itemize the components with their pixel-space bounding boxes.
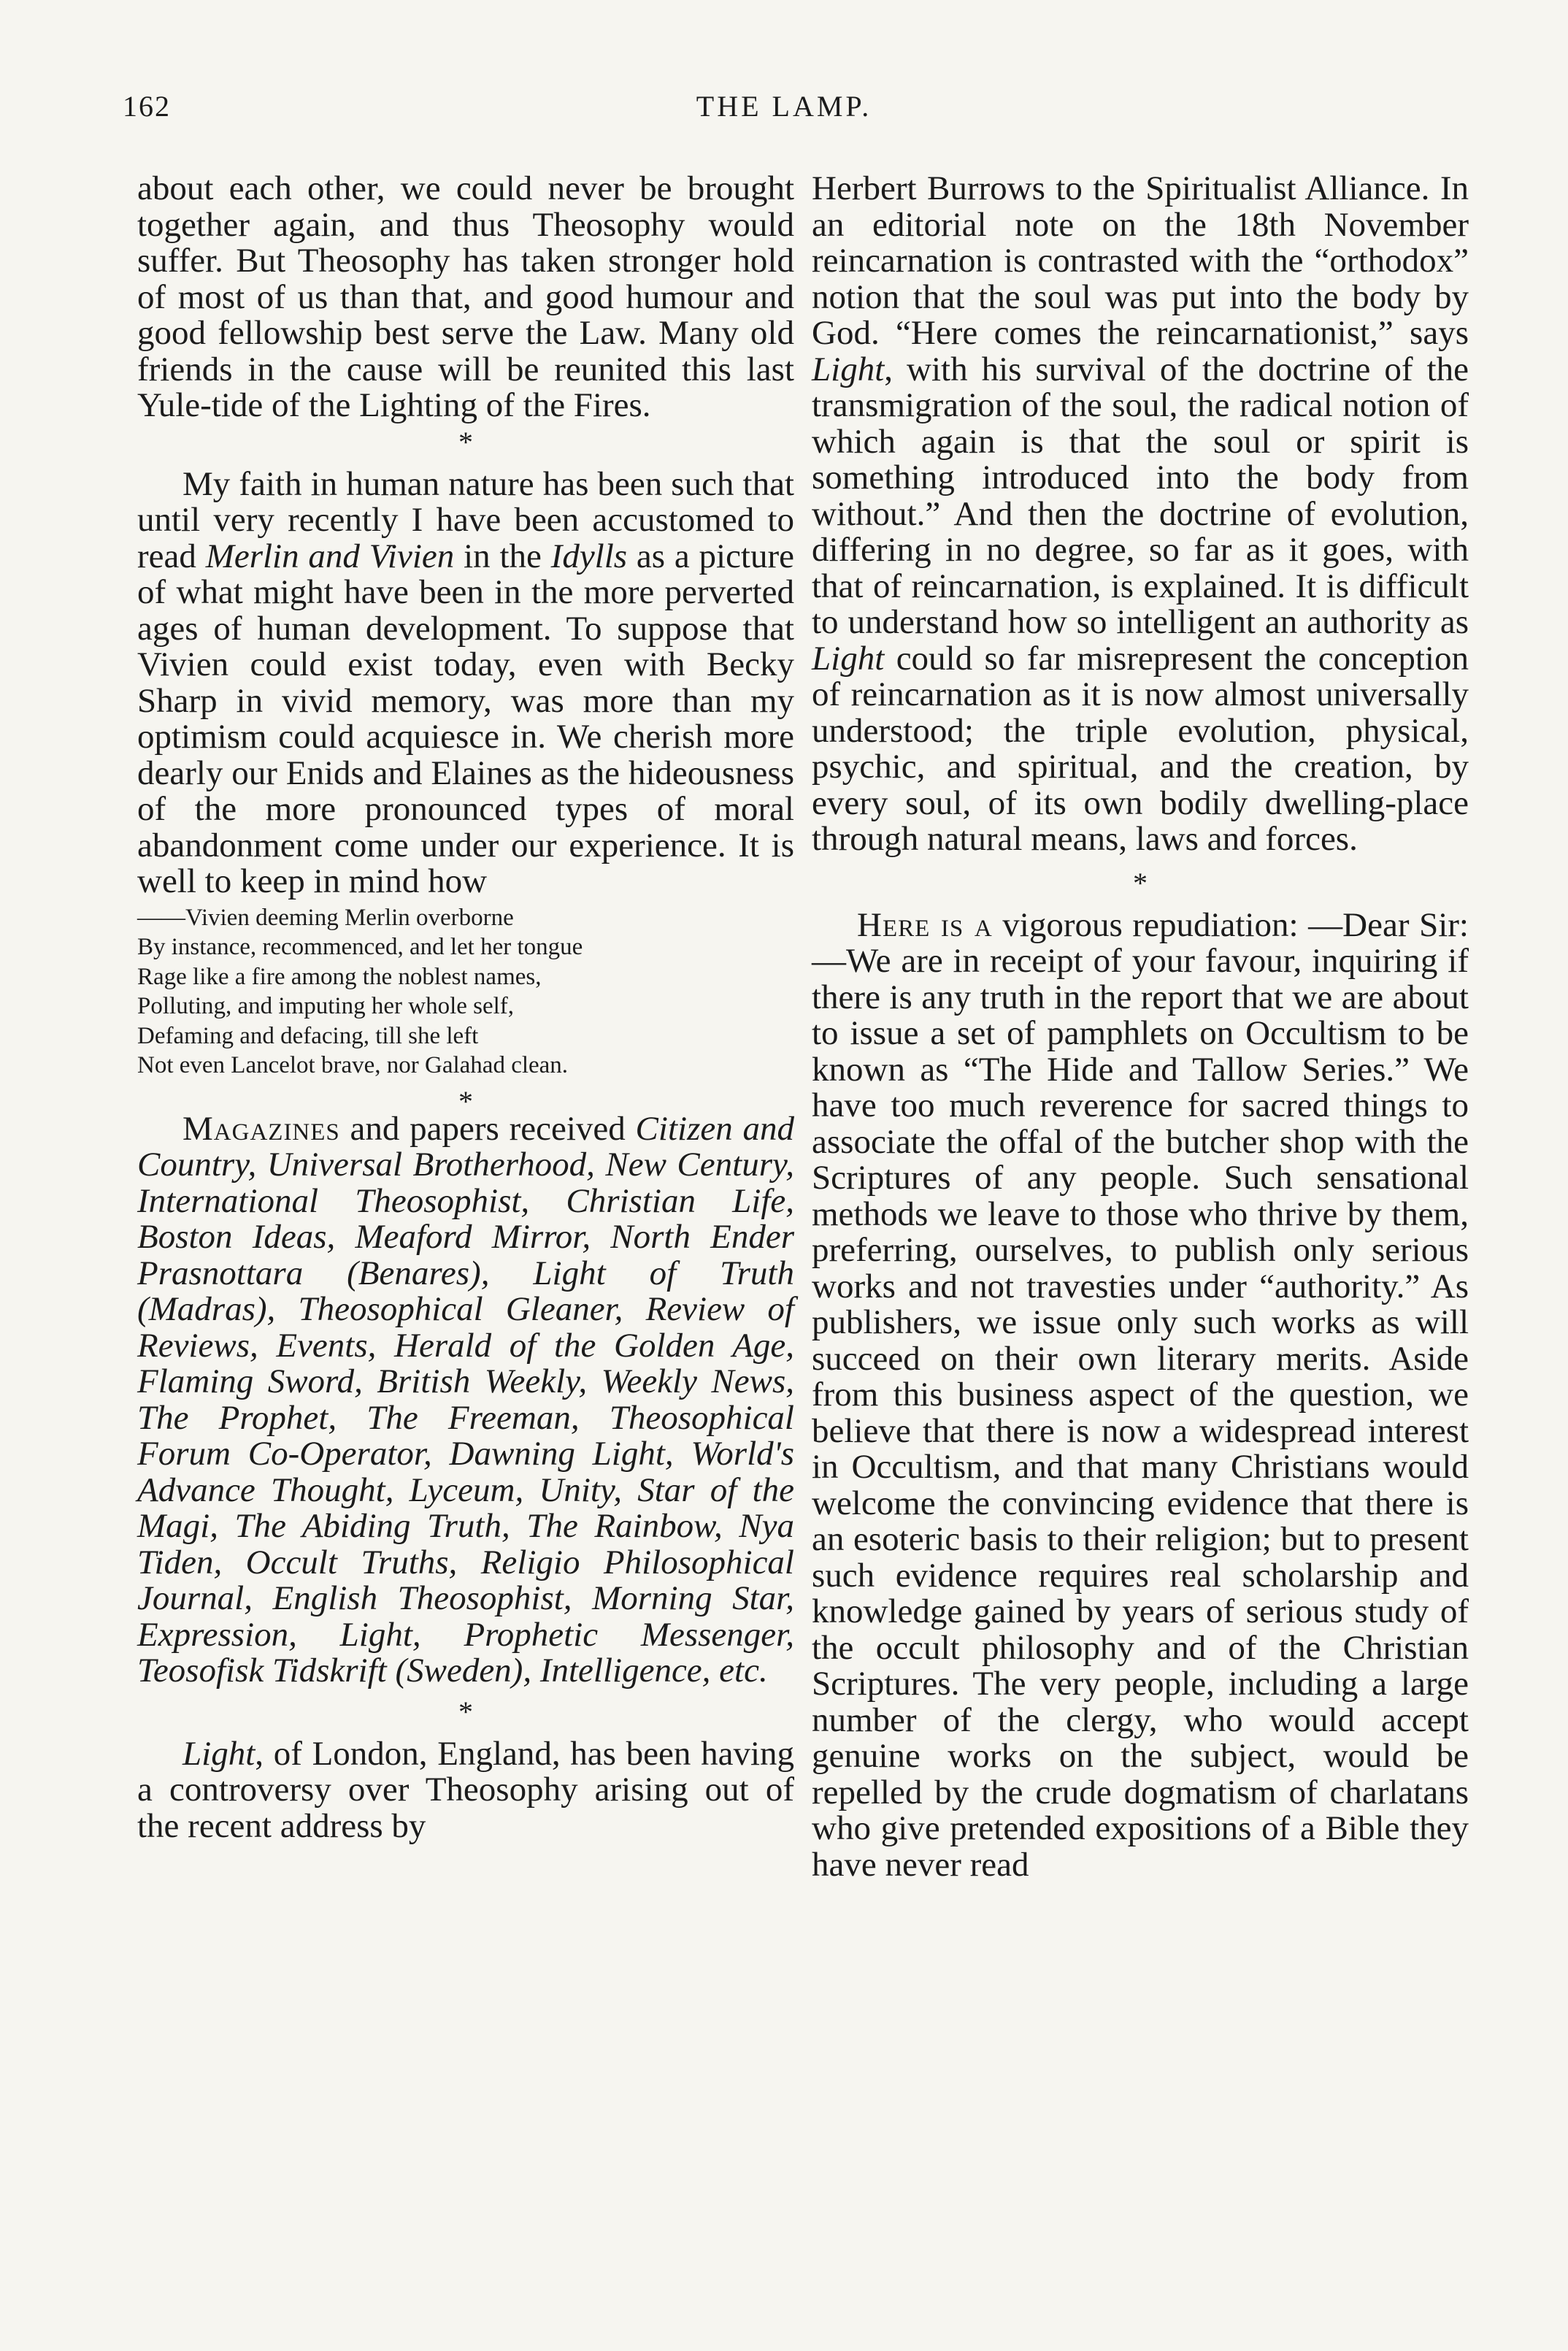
left-column (137, 171, 794, 1844)
verse-line: ——Vivien deeming Merlin overborne (137, 904, 514, 931)
paragraph-repudiation: Here is a vigorous repudiation: —Dear Sir:—We are in receipt of your favour, inquiring if there is any truth in the report that we are about to issue a set of pamphlets on Occultism to be known as “The Hide and Tallow Series.” We have too much reverence for sacred things to associate the offal of the butcher shop with the Scriptures of any people. Such sensational methods we leave to those who thrive by them, preferring, ourselves, to publish only serious works and not travesties under “authority.” As publishers, we issue only such works as will succeed on their own literary merits. Aside from this business aspect of the question, we believe that there is now a widespread interest in Occultism, and that many Christians would welcome the convincing evidence that there is an esoteric basis to their religion; but to present such evidence requires real scholarship and knowledge gained by years of serious study of the occult philosophy and of the Christian Scriptures. The very people, including a large number of the clergy, who would accept genuine works on the subject, would be repelled by the crude dogmatism of charlatans who give pretended expositions of a Bible they have never read (812, 905, 1469, 1884)
paragraph-merlin-vivien: My faith in human nature has been such that until very recently I have been accustomed to read Merlin and Vivien in the Idylls as a picture of what might have been in the more perverted ages of human development. To suppose that Vivien could exist today, even with Becky Sharp in vivid memory, was more than my optimism could acquiesce in. We cherish more dearly our Enids and Elaines as the hideousness of the more pronounced types of moral abandonment come under our experience. It is well to keep in mind how (137, 464, 795, 900)
right-column (812, 171, 1469, 1883)
page-number: 162 (123, 90, 171, 123)
title-light: Light (812, 350, 885, 388)
section-separator: * (1133, 866, 1148, 900)
page-header (123, 89, 1445, 133)
paragraph-magazines-received: Magazines and papers received Citizen and Country, Universal Brotherhood, New Century, International Theosophist, Christian Life, Boston Ideas, Meaford Mirror, North Ender Prasnottara (Benares), Light of Truth (Madras), Theosophical Gleaner, Review of Reviews, Events, Herald of the Golden Age, Flaming Sword, British Weekly, Weekly News, The Prophet, The Freeman, Theosophical Forum Co-Operator, Dawning Light, World's Advance Thought, Lyceum, Unity, Star of the Magi, The Abiding Truth, The Rainbow, Nya Tiden, Occult Truths, Religio Philosophical Journal, English Theosophist, Morning Star, Expression, Light, Prophetic Messenger, Teosofisk Tidskrift (Sweden), Intelligence, etc. (137, 1109, 794, 1690)
paragraph-light-controversy: Light, of London, England, has been having a controversy over Theosophy arising out of the recent address by (137, 1734, 794, 1845)
title-idylls: Idylls (550, 537, 628, 575)
verse-quotation (137, 903, 794, 1081)
title-light: Light (182, 1734, 255, 1773)
section-separator: * (458, 1084, 473, 1118)
running-title: THE LAMP. (696, 90, 872, 123)
verse-line: By instance, recommenced, and let her tongue (137, 934, 583, 960)
verse-line: Polluting, and imputing her whole self, (137, 993, 515, 1019)
paragraph-theosophy-unity: about each other, we could never be brought together again, and thus Theosophy would suffer. But Theosophy has taken stronger hold of most of us than that, and good humour and good fellowship best serve the Law. Many old friends in the cause will be reunited this last Yule-tide of the Lighting of the Fires. (137, 169, 794, 424)
section-separator: * (458, 1695, 473, 1728)
verse-line: Defaming and defacing, till she left (137, 1022, 479, 1049)
title-merlin-and-vivien: Merlin and Vivien (205, 537, 455, 575)
verse-line: Rage like a fire among the noblest names, (137, 963, 542, 990)
section-separator: * (458, 425, 473, 459)
magazine-list: Citizen and Country, Universal Brotherhood, New Century, International Theosophist, Christian Life, Boston Ideas, Meaford Mirror, North Ender Prasnottara (Benares), Light of Truth (Madras), Theosophical Gleaner, Review of Reviews, Events, Herald of the Golden Age, Flaming Sword, British Weekly, Weekly News, The Prophet, The Freeman, Theosophical Forum Co-Operator, Dawning Light, World's Advance Thought, Lyceum, Unity, Star of the Magi, The Abiding Truth, The Rainbow, Nya Tiden, Occult Truths, Religio Philosophical Journal, English Theosophist, Morning Star, Expression, Light, Prophetic Messenger, Teosofisk Tidskrift (Sweden), Intelligence, etc. (137, 1109, 794, 1690)
paragraph-reincarnation: Herbert Burrows to the Spiritualist Alliance. In an editorial note on the 18th November reincarnation is contrasted with the “orthodox” notion that the soul was put into the body by God. “Here comes the reincarnationist,” says Light, with his survival of the doctrine of the transmigration of the soul, the radical notion of which again is that the soul or spirit is something introduced into the body from without.” And then the doctrine of evolution, differing in no degree, so far as it goes, with that of reincarnation, is explained. It is difficult to understand how so intelligent an authority as Light could so far misrepresent the conception of reincarnation as it is now almost universally understood; the triple evolution, physical, psychic, and spiritual, and the creation, by every soul, of its own bodily dwelling-place through natural means, laws and forces. (812, 169, 1469, 858)
verse-line: Not even Lancelot brave, nor Galahad clean. (137, 1052, 569, 1078)
title-light: Light (812, 639, 885, 678)
